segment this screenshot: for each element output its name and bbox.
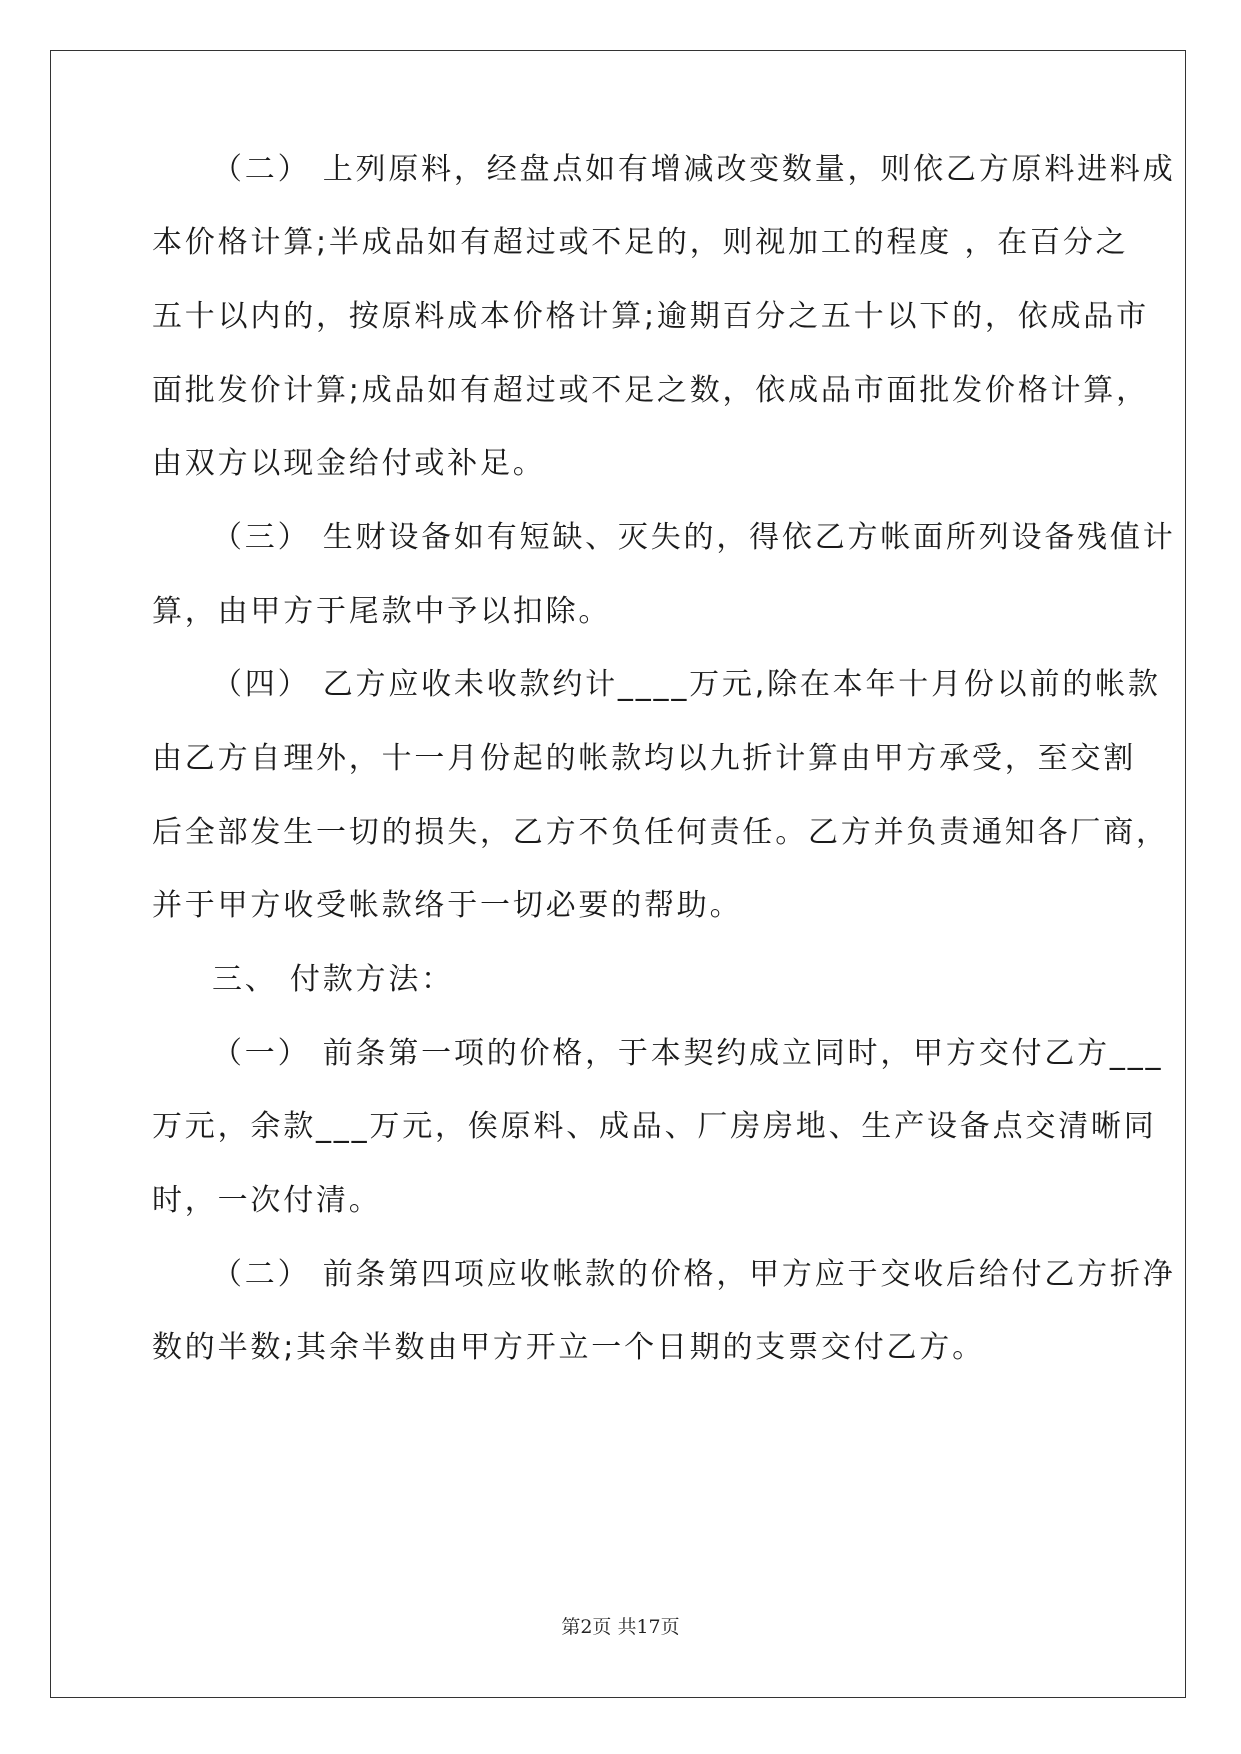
page-number-footer: 第2页 共17页 [561,1616,680,1638]
text-line: 并于甲方收受帐款络于一切必要的帮助。 [152,888,743,923]
text-line: （二） 前条第四项应收帐款的价格，甲方应于交收后给付乙方折净 [212,1257,1176,1292]
text-line: （三） 生财设备如有短缺、灭失的，得依乙方帐面所列设备残值计 [212,520,1176,555]
section-heading: 三、 付款方法： [212,962,454,997]
text-line: 时，一次付清。 [152,1183,382,1218]
text-line: 数的半数;其余半数由甲方开立一个日期的支票交付乙方。 [152,1330,985,1365]
text-line: 面批发价计算;成品如有超过或不足之数，依成品市面批发价格计算， [152,373,1149,408]
text-line: 算，由甲方于尾款中予以扣除。 [152,594,612,629]
text-line: 五十以内的，按原料成本价格计算;逾期百分之五十以下的，依成品市 [152,299,1149,334]
text-line: 万元，余款___万元，俟原料、成品、厂房房地、生产设备点交清晰同 [152,1109,1157,1144]
text-line: （二） 上列原料，经盘点如有增减改变数量，则依乙方原料进料成 [212,152,1176,187]
text-line: 本价格计算;半成品如有超过或不足的，则视加工的程度 ，在百分之 [152,225,1129,260]
text-line: （四） 乙方应收未收款约计____万元,除在本年十月份以前的帐款 [212,667,1161,702]
text-line: 由乙方自理外，十一月份起的帐款均以九折计算由甲方承受，至交割 [152,741,1136,776]
text-line: 由双方以现金给付或补足。 [152,446,546,481]
text-line: 后全部发生一切的损失，乙方不负任何责任。乙方并负责通知各厂商， [152,815,1169,850]
text-line: （一） 前条第一项的价格，于本契约成立同时，甲方交付乙方___ [212,1036,1164,1071]
